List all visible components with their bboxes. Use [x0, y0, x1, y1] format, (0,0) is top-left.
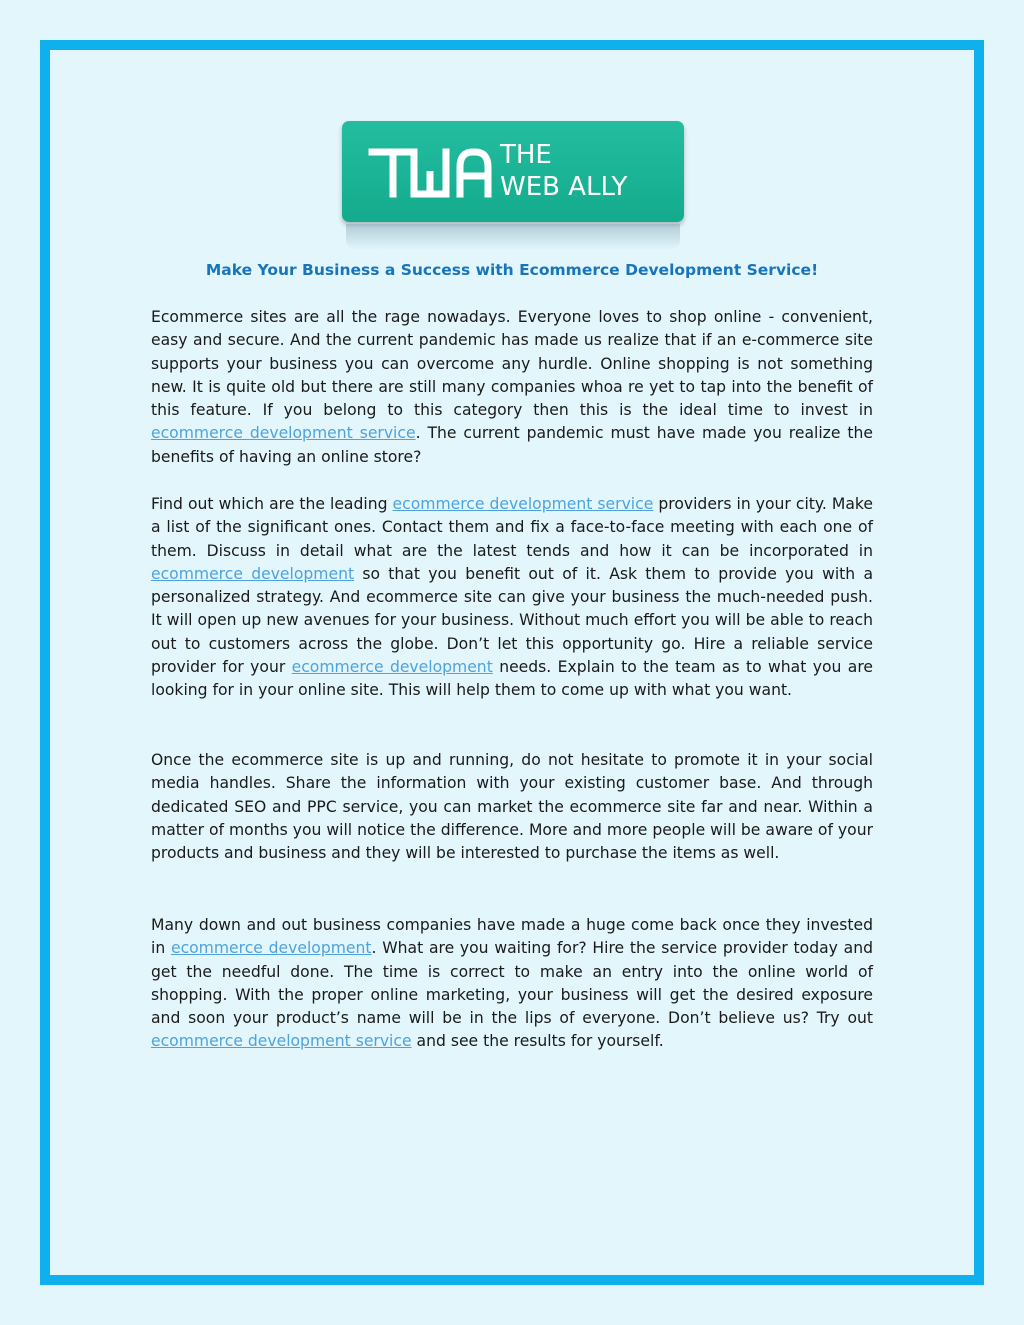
ecommerce-development-service-link[interactable]: ecommerce development service: [151, 1032, 412, 1051]
paragraph-text: needs. Explain to the team as to what you are looking for in your online site. This will help them to come up with what you want.: [151, 658, 873, 700]
paragraph-text: . The current pandemic must have made you realize the benefits of having an online store?: [151, 424, 874, 466]
logo-reflection: [346, 224, 680, 250]
paragraph-2: [151, 493, 873, 703]
paragraph-1: [151, 306, 873, 469]
logo-mark: [342, 121, 684, 222]
paragraph-text: . What are you waiting for? Hire the service provider today and get the needful done. The time is correct to make an entry into the online world of shopping. With the proper online marketing, your business will get the desired exposure and soon your product’s name will be in the lips of everyone. Don’t believe us? Try out: [151, 939, 873, 1028]
ecommerce-development-link[interactable]: ecommerce development: [151, 564, 355, 583]
paragraph-text: Once the ecommerce site is up and running, do not hesitate to promote it in your social media handles. Share the information with your existing customer base. And through dedicated SEO and PPC service, you can market the ecommerce site far and near. Within a matter of months you will notice the difference. More and more people will be aware of your products and business and they will be interested to purchase the items as well.: [151, 751, 873, 863]
logo-line1: THE: [500, 140, 552, 170]
ecommerce-development-link[interactable]: ecommerce development: [170, 939, 372, 958]
paragraph-text: Find out which are the leading: [151, 495, 393, 513]
paragraph-3: [151, 749, 873, 865]
paragraph-text: providers in your city. Make a list of the significant ones. Contact them and fix a face-to-face meeting with each one of them. Discuss in detail what are the latest tends and how it can be incorporated in: [151, 495, 873, 560]
paragraph-text: and see the results for yourself.: [411, 1032, 664, 1051]
paragraph-text: Ecommerce sites are all the rage nowadays. Everyone loves to shop online - convenient, easy and secure. And the current pandemic has made us realize that if an e-commerce site supports your business you can overcome any hurdle. Online shopping is not something new. It is quite old but there are still many companies whoa re yet to tap into the benefit of this feature. If you belong to this category then this is the ideal time to invest in: [151, 308, 873, 420]
logo: [342, 121, 684, 251]
logo-line2: WEB ALLY: [500, 172, 628, 202]
ecommerce-development-link[interactable]: ecommerce development: [291, 658, 493, 677]
paragraph-text: so that you benefit out of it. Ask them to provide you with a personalized strategy. And ecommerce site can give your business the much-needed push. It will open up new avenues for your business. Without much effort you will be able to reach out to customers across the globe. Don’t let this opportunity go. Hire a reliable service provider for your: [151, 564, 873, 677]
paragraph-4: [151, 914, 873, 1054]
page-title: Make Your Business a Success with Ecommerce Development Service!: [205, 261, 819, 279]
paragraph-text: Many down and out business companies have made a huge come back once they invested in: [151, 916, 873, 958]
ecommerce-development-service-link[interactable]: ecommerce development service: [151, 424, 416, 443]
ecommerce-development-service-link[interactable]: ecommerce development service: [392, 495, 654, 513]
